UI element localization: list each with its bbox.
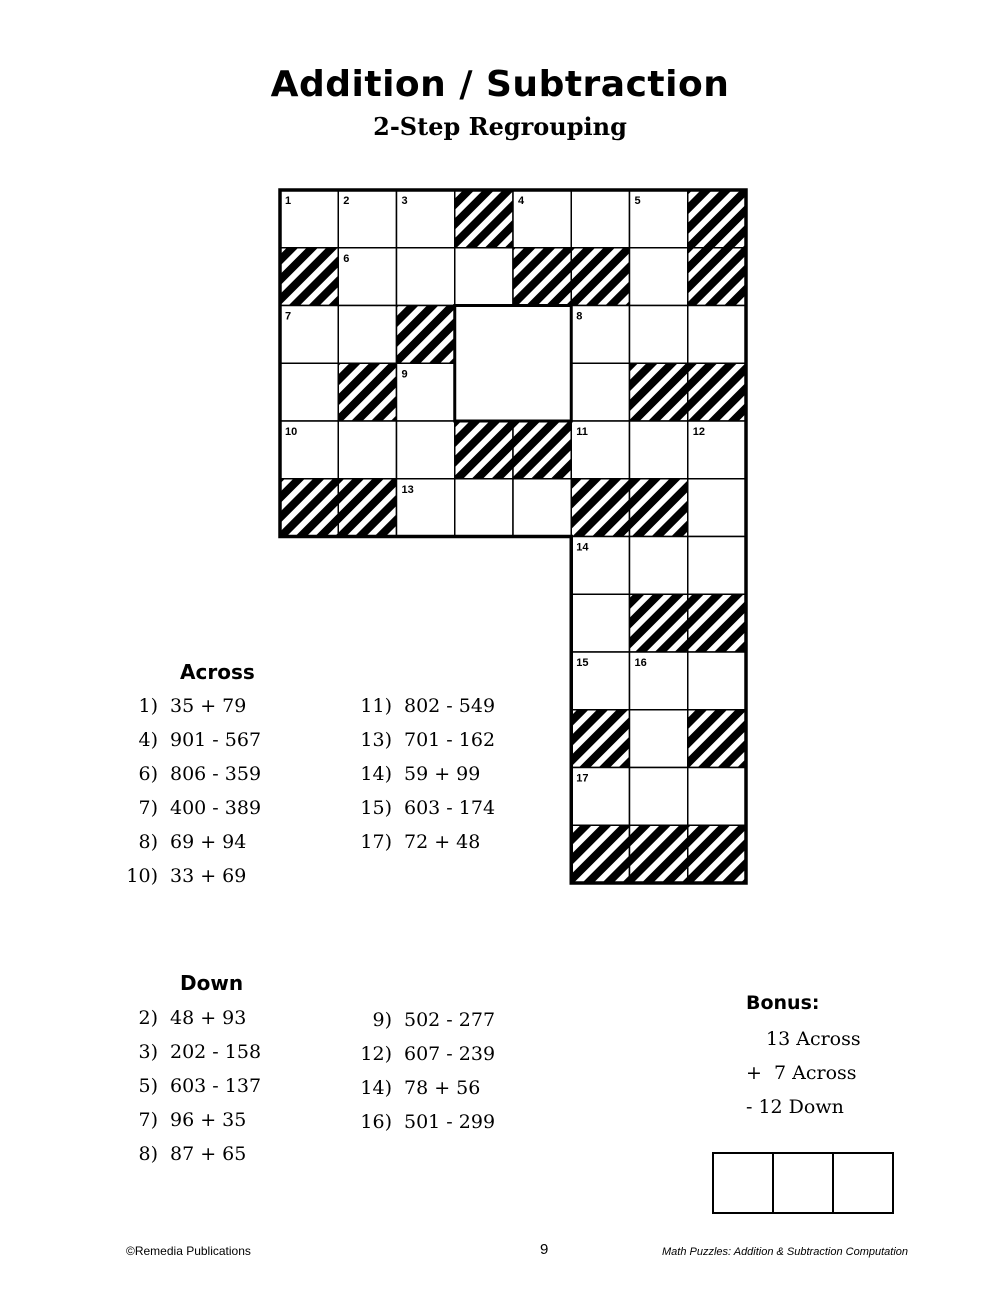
shaded-cell	[630, 825, 688, 883]
down-clue	[346, 1042, 495, 1066]
answer-cell[interactable]	[455, 479, 513, 537]
shaded-cell	[688, 594, 746, 652]
clue-number: 12)	[360, 1043, 392, 1065]
down-heading: Down	[180, 971, 244, 995]
answer-cell[interactable]	[397, 248, 455, 306]
bonus-line-2: + 7 Across	[746, 1062, 857, 1084]
answer-cell[interactable]	[338, 421, 396, 479]
clue-number: 3)	[138, 1041, 158, 1063]
across-clue	[346, 728, 495, 752]
clue-number: 8)	[138, 1143, 158, 1165]
across-clue	[112, 830, 246, 854]
across-clue	[112, 694, 246, 718]
answer-cell[interactable]	[455, 248, 513, 306]
clue-number: 17)	[360, 831, 392, 853]
bonus-answer-boxes	[712, 1152, 894, 1214]
cell-number: 5	[634, 195, 641, 207]
answer-cell[interactable]	[688, 652, 746, 710]
shaded-cell	[280, 248, 338, 306]
down-clue	[346, 1076, 480, 1100]
across-clue	[346, 694, 495, 718]
shaded-cell	[513, 421, 571, 479]
across-clue	[346, 796, 495, 820]
clue-expression: 33 + 69	[170, 865, 247, 887]
shaded-cell	[630, 479, 688, 537]
clue-expression: 96 + 35	[170, 1109, 247, 1131]
answer-cell[interactable]	[630, 248, 688, 306]
clue-number: 10)	[126, 865, 158, 887]
across-clue	[346, 762, 480, 786]
clue-number: 11)	[360, 695, 392, 717]
across-clue	[112, 796, 261, 820]
bonus-heading: Bonus:	[746, 992, 820, 1014]
answer-cell[interactable]	[630, 537, 688, 595]
answer-cell[interactable]	[571, 363, 629, 421]
clue-expression: 603 - 174	[404, 797, 496, 819]
across-heading: Across	[180, 660, 255, 684]
answer-cell[interactable]	[688, 479, 746, 537]
clue-expression: 501 - 299	[404, 1111, 496, 1133]
cell-number: 8	[576, 310, 583, 323]
shaded-cell	[571, 479, 629, 537]
clue-expression: 69 + 94	[170, 831, 247, 853]
down-clue	[346, 1110, 495, 1134]
answer-cell[interactable]	[688, 768, 746, 826]
clue-expression: 802 - 549	[404, 695, 496, 717]
answer-cell[interactable]	[513, 479, 571, 537]
answer-box[interactable]	[714, 1154, 774, 1212]
footer-page-number: 9	[540, 1241, 549, 1258]
down-clue	[346, 1008, 495, 1032]
across-clue	[346, 830, 480, 854]
cell-number: 17	[576, 772, 589, 785]
down-clue	[112, 1006, 246, 1030]
shaded-cell	[338, 363, 396, 421]
shaded-cell	[688, 190, 746, 248]
shaded-cell	[455, 190, 513, 248]
cell-number: 3	[401, 195, 408, 207]
shaded-cell	[630, 363, 688, 421]
answer-cell[interactable]	[630, 306, 688, 364]
clue-expression: 35 + 79	[170, 695, 247, 717]
shaded-cell	[630, 594, 688, 652]
answer-cell[interactable]	[280, 363, 338, 421]
answer-cell[interactable]	[571, 190, 629, 248]
clue-number: 7)	[138, 797, 158, 819]
across-clue	[112, 864, 246, 888]
clue-number: 1)	[138, 695, 158, 717]
cell-number: 9	[401, 368, 408, 381]
answer-box[interactable]	[774, 1154, 834, 1212]
answer-cell[interactable]	[688, 306, 746, 364]
cell-number: 6	[343, 252, 350, 265]
cell-number: 1	[285, 195, 292, 207]
answer-cell[interactable]	[338, 306, 396, 364]
footer-book-title: Math Puzzles: Addition & Subtraction Computation	[662, 1246, 909, 1258]
answer-cell[interactable]	[571, 594, 629, 652]
cell-number: 15	[576, 657, 589, 669]
clue-number: 9)	[372, 1009, 392, 1031]
clue-expression: 87 + 65	[170, 1143, 247, 1165]
down-clue	[112, 1142, 246, 1166]
clue-number: 16)	[360, 1111, 392, 1133]
shaded-cell	[688, 710, 746, 768]
shaded-cell	[338, 479, 396, 537]
cell-number: 7	[285, 310, 292, 323]
footer-copyright: ©Remedia Publications	[126, 1244, 251, 1258]
cell-number: 2	[343, 195, 350, 207]
answer-box[interactable]	[834, 1154, 892, 1212]
across-clue	[112, 762, 261, 786]
clue-number: 8)	[138, 831, 158, 853]
clue-expression: 72 + 48	[404, 831, 481, 853]
clue-number: 15)	[360, 797, 392, 819]
shaded-cell	[688, 363, 746, 421]
clue-number: 4)	[138, 729, 158, 751]
cell-number: 13	[401, 483, 414, 496]
clue-number: 13)	[360, 729, 392, 751]
cell-number: 12	[692, 426, 705, 438]
down-clue	[112, 1040, 261, 1064]
down-clue	[112, 1074, 261, 1098]
cell-number: 14	[576, 541, 589, 554]
answer-cell[interactable]	[688, 537, 746, 595]
clue-expression: 806 - 359	[170, 763, 262, 785]
clue-expression: 607 - 239	[404, 1043, 496, 1065]
clue-expression: 48 + 93	[170, 1007, 247, 1029]
clue-expression: 502 - 277	[404, 1009, 496, 1031]
clue-number: 2)	[138, 1007, 158, 1029]
cell-number: 4	[518, 195, 525, 207]
clue-expression: 202 - 158	[170, 1041, 262, 1063]
answer-cell[interactable]	[630, 421, 688, 479]
clue-number: 7)	[138, 1109, 158, 1131]
bonus-line-1: 13 Across	[766, 1028, 861, 1050]
shaded-cell	[688, 825, 746, 883]
clue-expression: 701 - 162	[404, 729, 496, 751]
clue-expression: 603 - 137	[170, 1075, 262, 1097]
shaded-cell	[571, 710, 629, 768]
bonus-line-3: - 12 Down	[746, 1096, 844, 1118]
clue-number: 14)	[360, 763, 392, 785]
clue-number: 5)	[138, 1075, 158, 1097]
page-title: Addition / Subtraction	[270, 64, 730, 105]
cell-number: 11	[576, 426, 588, 438]
cell-number: 10	[285, 426, 298, 438]
clue-expression: 400 - 389	[170, 797, 262, 819]
clue-number: 6)	[138, 763, 158, 785]
across-clue	[112, 728, 261, 752]
shaded-cell	[688, 248, 746, 306]
page-subtitle: 2-Step Regrouping	[373, 112, 627, 141]
clue-number: 14)	[360, 1077, 392, 1099]
clue-expression: 901 - 567	[170, 729, 262, 751]
clue-expression: 59 + 99	[404, 763, 481, 785]
shaded-cell	[397, 306, 455, 364]
shaded-cell	[571, 825, 629, 883]
clue-expression: 78 + 56	[404, 1077, 481, 1099]
down-clue	[112, 1108, 246, 1132]
shaded-cell	[280, 479, 338, 537]
answer-cell[interactable]	[630, 710, 688, 768]
answer-cell[interactable]	[397, 421, 455, 479]
cell-number: 16	[634, 657, 647, 669]
shaded-cell	[513, 248, 571, 306]
grid-center-block	[455, 306, 572, 422]
answer-cell[interactable]	[630, 768, 688, 826]
shaded-cell	[571, 248, 629, 306]
shaded-cell	[455, 421, 513, 479]
